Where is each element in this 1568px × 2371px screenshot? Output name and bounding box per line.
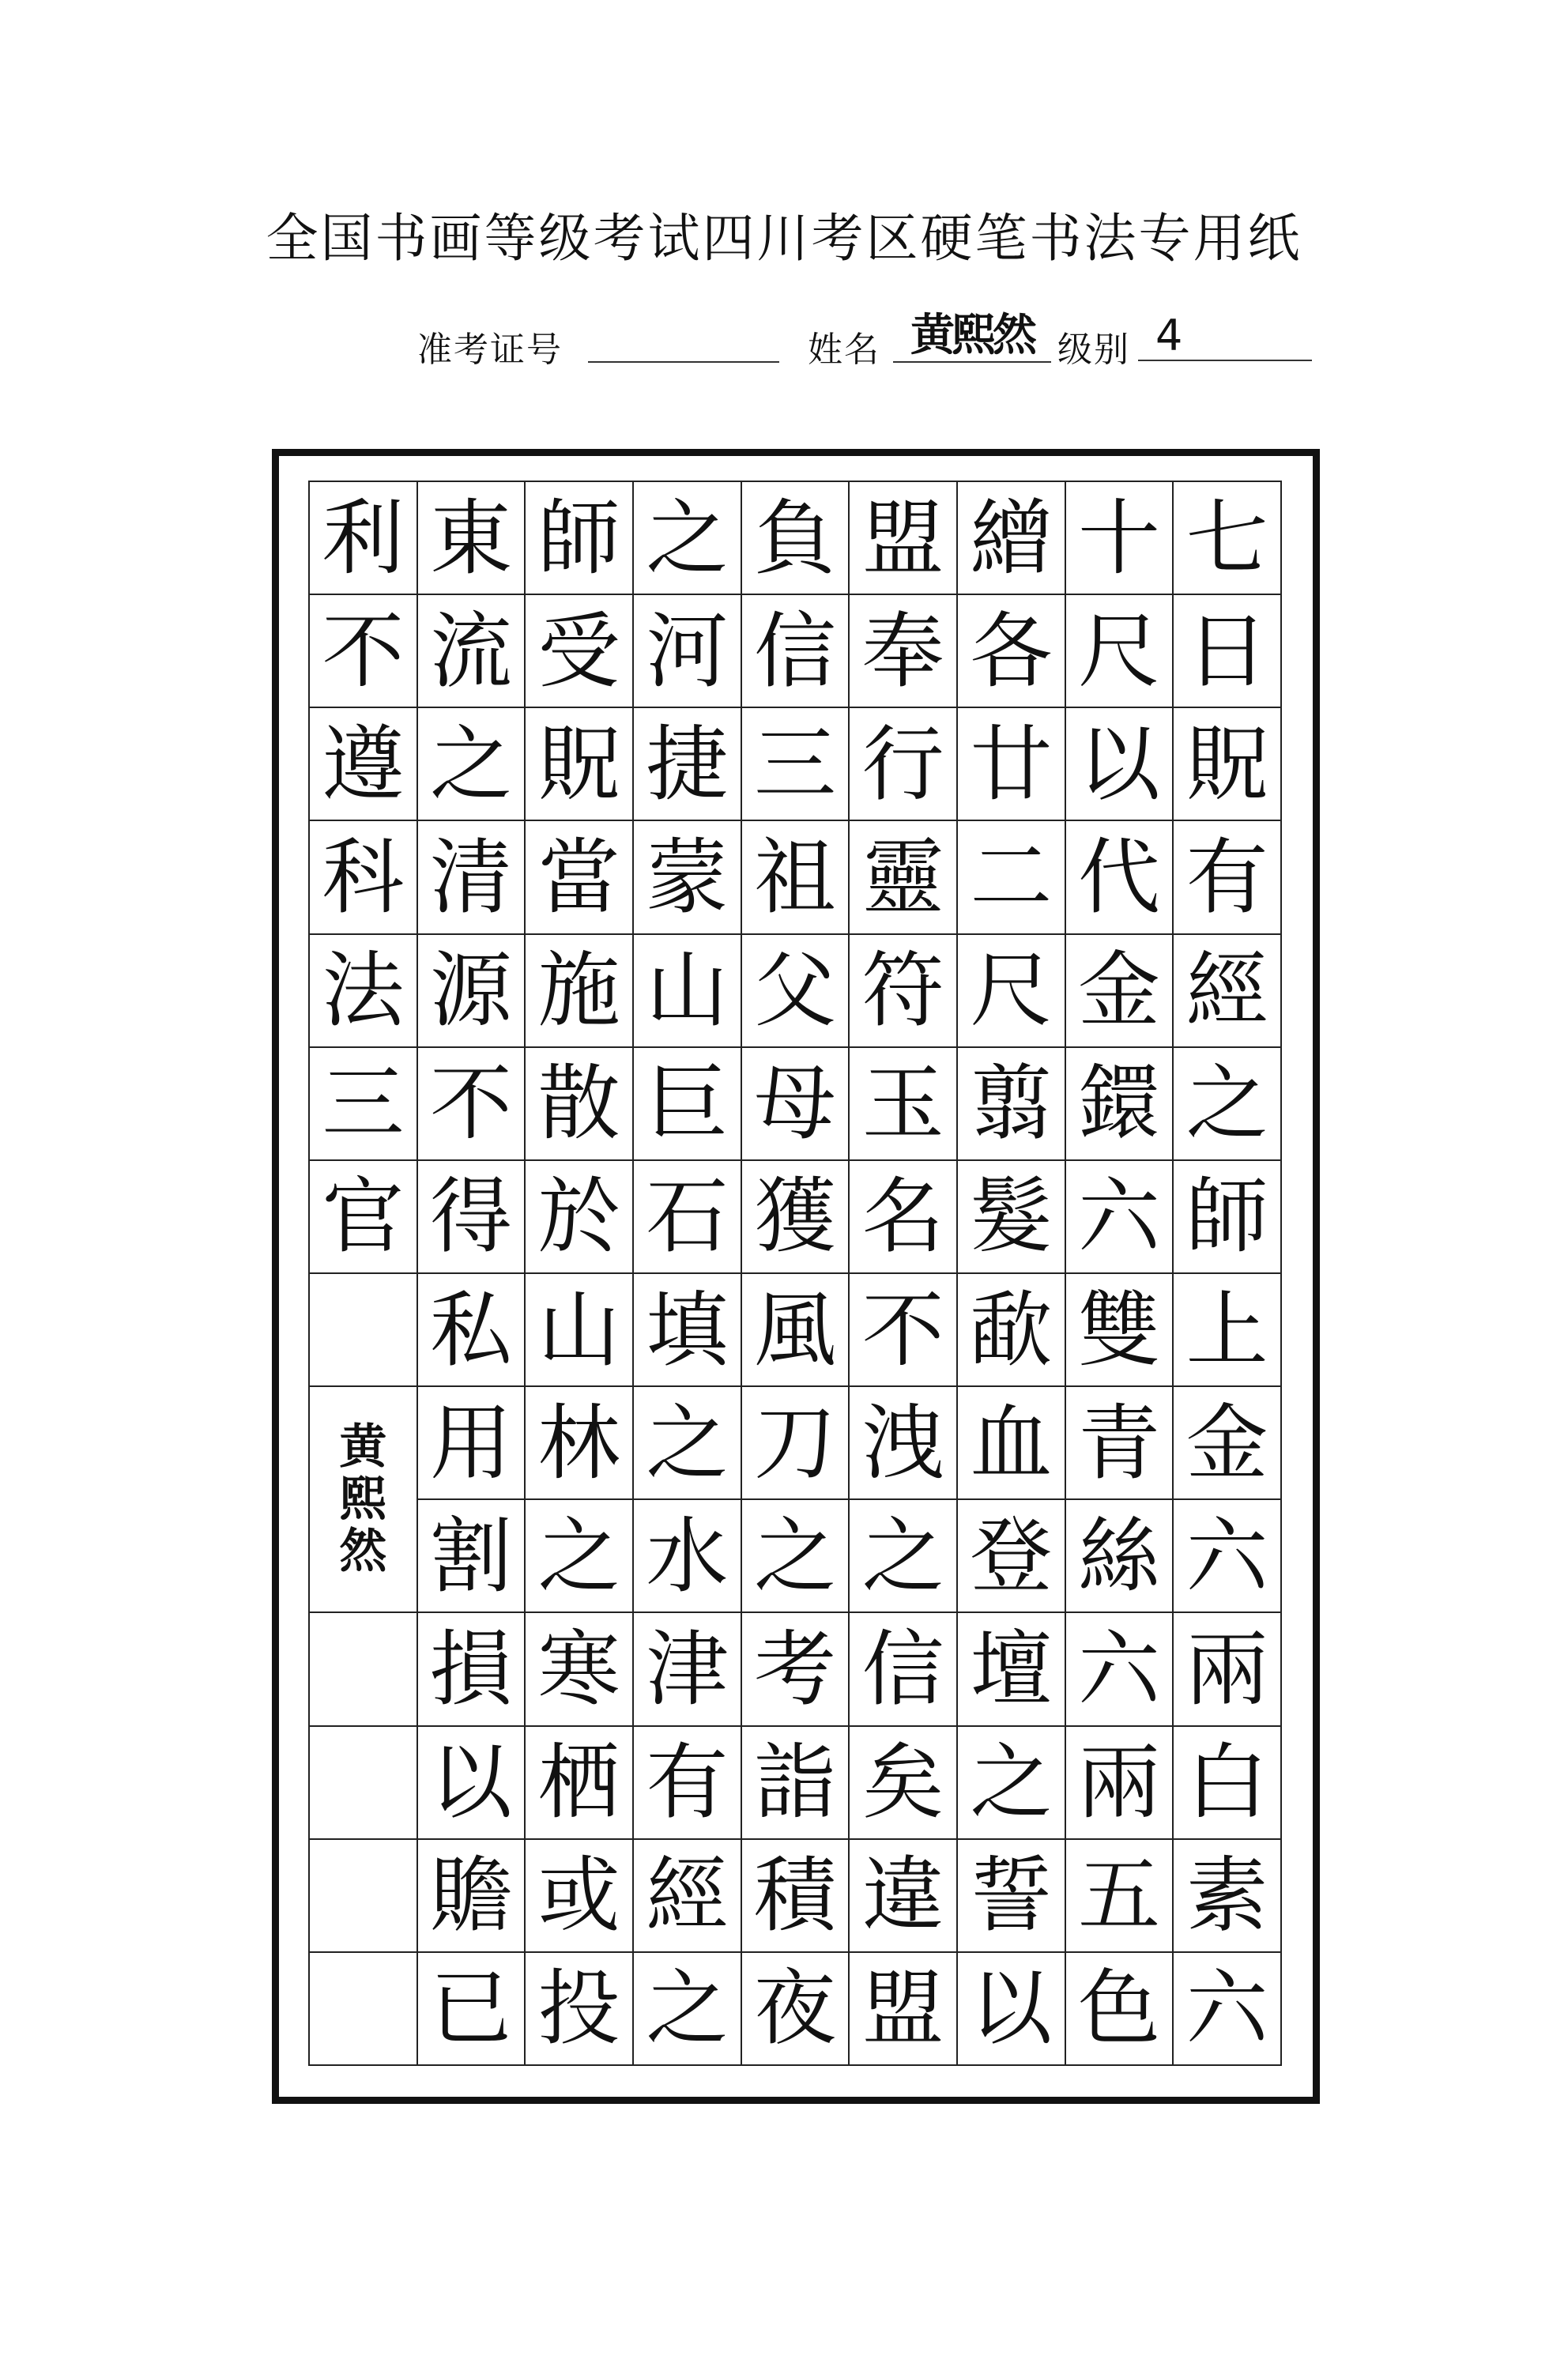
grid-cell: 奉 (850, 595, 958, 708)
grid-cell: 符 (850, 935, 958, 1048)
grid-cell: 尺 (1066, 595, 1174, 708)
grid-cell: 石 (634, 1161, 742, 1274)
grid-cell: 玉 (850, 1048, 958, 1161)
grid-cell: 利 (310, 482, 418, 595)
grid-cell: 六 (1066, 1613, 1174, 1726)
grid-cell: 行 (850, 708, 958, 821)
grid-cell: 捷 (634, 708, 742, 821)
grid-cell: 於 (526, 1161, 634, 1274)
page-title: 全国书画等级考试四川考区硬笔书法专用纸 (266, 208, 1302, 269)
signature-cell (310, 1387, 418, 1613)
grid-cell: 之 (526, 1500, 634, 1613)
signature-char: 黄 (339, 1419, 387, 1476)
grid-cell: 之 (634, 1387, 742, 1500)
grid-cell (310, 1953, 418, 2066)
grid-cell: 之 (850, 1500, 958, 1613)
grid-cell: 蒙 (634, 821, 742, 934)
grid-cell: 以 (1066, 708, 1174, 821)
grid-cell: 獲 (742, 1161, 850, 1274)
candidate-info-row (0, 312, 1568, 375)
grid-cell: 流 (418, 595, 526, 708)
grid-cell: 之 (418, 708, 526, 821)
grid-cell: 散 (526, 1048, 634, 1161)
grid-cell: 二 (958, 821, 1066, 934)
grid-cell: 私 (418, 1274, 526, 1387)
grid-cell: 代 (1066, 821, 1174, 934)
grid-cell: 信 (742, 595, 850, 708)
grid-cell: 白 (1174, 1727, 1282, 1840)
grid-cell: 尺 (958, 935, 1066, 1048)
signature-char: 然 (339, 1524, 387, 1580)
grid-cell: 六 (1066, 1161, 1174, 1274)
grid-cell: 夜 (742, 1953, 850, 2066)
grid-cell: 翦 (958, 1048, 1066, 1161)
grid-cell: 壇 (958, 1613, 1066, 1726)
grid-cell: 用 (418, 1387, 526, 1500)
grid-cell: 金 (1174, 1387, 1282, 1500)
grid-cell: 得 (418, 1161, 526, 1274)
grid-cell: 三 (310, 1048, 418, 1161)
grid-cell: 雙 (1066, 1274, 1174, 1387)
grade-field[interactable]: 4 (1138, 312, 1312, 361)
grid-cell: 或 (526, 1840, 634, 1953)
grid-cell: 五 (1066, 1840, 1174, 1953)
grid-cell: 林 (526, 1387, 634, 1500)
name-field[interactable]: 黄熙然 (893, 312, 1051, 363)
grid-cell: 積 (742, 1840, 850, 1953)
grid-cell: 山 (526, 1274, 634, 1387)
grid-cell: 不 (850, 1274, 958, 1387)
grid-cell: 盟 (850, 482, 958, 595)
grid-cell: 栖 (526, 1727, 634, 1840)
grid-cell: 清 (418, 821, 526, 934)
grid-cell: 遵 (310, 708, 418, 821)
grid-cell: 母 (742, 1048, 850, 1161)
exam-number-field[interactable] (588, 312, 779, 363)
grid-cell: 科 (310, 821, 418, 934)
grid-cell: 之 (634, 482, 742, 595)
grid-cell: 盟 (850, 1953, 958, 2066)
grid-cell: 之 (742, 1500, 850, 1613)
grid-cell: 違 (850, 1840, 958, 1953)
grid-cell: 之 (1174, 1048, 1282, 1161)
grid-cell: 法 (310, 935, 418, 1048)
grid-cell: 刀 (742, 1387, 850, 1500)
grid-cell: 六 (1174, 1500, 1282, 1613)
grid-cell: 廿 (958, 708, 1066, 821)
grid-cell: 色 (1066, 1953, 1174, 2066)
grid-cell: 名 (850, 1161, 958, 1274)
grid-cell: 七 (1174, 482, 1282, 595)
grid-cell: 師 (526, 482, 634, 595)
grid-cell: 負 (742, 482, 850, 595)
grid-cell: 津 (634, 1613, 742, 1726)
grid-cell: 已 (418, 1953, 526, 2066)
grid-cell (310, 1613, 418, 1726)
grid-cell: 貺 (1174, 708, 1282, 821)
grid-cell: 各 (958, 595, 1066, 708)
grid-cell: 三 (742, 708, 850, 821)
grid-cell: 之 (634, 1953, 742, 2066)
grid-cell: 貺 (526, 708, 634, 821)
grid-cell: 父 (742, 935, 850, 1048)
grid-cell: 贍 (418, 1840, 526, 1953)
grid-cell: 十 (1066, 482, 1174, 595)
grid-cell: 河 (634, 595, 742, 708)
grid-cell: 日 (1174, 595, 1282, 708)
grid-cell: 寒 (526, 1613, 634, 1726)
grid-cell: 割 (418, 1500, 526, 1613)
grid-cell: 水 (634, 1500, 742, 1613)
grid-cell: 髮 (958, 1161, 1066, 1274)
grid-cell: 詣 (742, 1727, 850, 1840)
grid-cell: 素 (1174, 1840, 1282, 1953)
grid-cell: 以 (418, 1727, 526, 1840)
grid-cell: 源 (418, 935, 526, 1048)
grid-cell: 誓 (958, 1840, 1066, 1953)
grid-cell: 施 (526, 935, 634, 1048)
signature-char: 熙 (339, 1472, 387, 1528)
grid-cell: 不 (418, 1048, 526, 1161)
grade-label: 级别 (1057, 330, 1130, 370)
grid-cell: 投 (526, 1953, 634, 2066)
grid-cell: 上 (1174, 1274, 1282, 1387)
grid-cell: 不 (310, 595, 418, 708)
grid-cell: 經 (634, 1840, 742, 1953)
grid-cell: 祖 (742, 821, 850, 934)
grid-cell: 六 (1174, 1953, 1282, 2066)
name-label: 姓名 (808, 330, 880, 370)
grid-cell: 繒 (958, 482, 1066, 595)
grid-cell: 金 (1066, 935, 1174, 1048)
grid-cell: 經 (1174, 935, 1282, 1048)
grid-cell: 兩 (1066, 1727, 1174, 1840)
grid-cell: 山 (634, 935, 742, 1048)
grid-cell: 東 (418, 482, 526, 595)
grid-cell (310, 1840, 418, 1953)
grid-cell: 信 (850, 1613, 958, 1726)
grid-cell: 洩 (850, 1387, 958, 1500)
grid-cell: 血 (958, 1387, 1066, 1500)
grid-cell: 青 (1066, 1387, 1174, 1500)
grid-cell: 巨 (634, 1048, 742, 1161)
grid-cell: 受 (526, 595, 634, 708)
grid-cell: 靈 (850, 821, 958, 934)
grid-cell: 歃 (958, 1274, 1066, 1387)
grid-cell: 官 (310, 1161, 418, 1274)
grid-cell: 損 (418, 1613, 526, 1726)
grid-cell: 登 (958, 1500, 1066, 1613)
grid-cell: 填 (634, 1274, 742, 1387)
grid-cell: 有 (1174, 821, 1282, 934)
grid-cell: 絲 (1066, 1500, 1174, 1613)
grid-cell: 當 (526, 821, 634, 934)
grid-cell: 考 (742, 1613, 850, 1726)
exam-number-label: 准考证号 (417, 330, 563, 370)
grid-cell (310, 1727, 418, 1840)
grid-cell: 師 (1174, 1161, 1282, 1274)
grid-cell: 風 (742, 1274, 850, 1387)
grid-cell: 之 (958, 1727, 1066, 1840)
grid-cell: 兩 (1174, 1613, 1282, 1726)
grid-cell (310, 1274, 418, 1387)
grid-cell: 以 (958, 1953, 1066, 2066)
grid-cell: 有 (634, 1727, 742, 1840)
calligraphy-grid (308, 481, 1282, 2066)
grid-cell: 矣 (850, 1727, 958, 1840)
grid-cell: 鐶 (1066, 1048, 1174, 1161)
